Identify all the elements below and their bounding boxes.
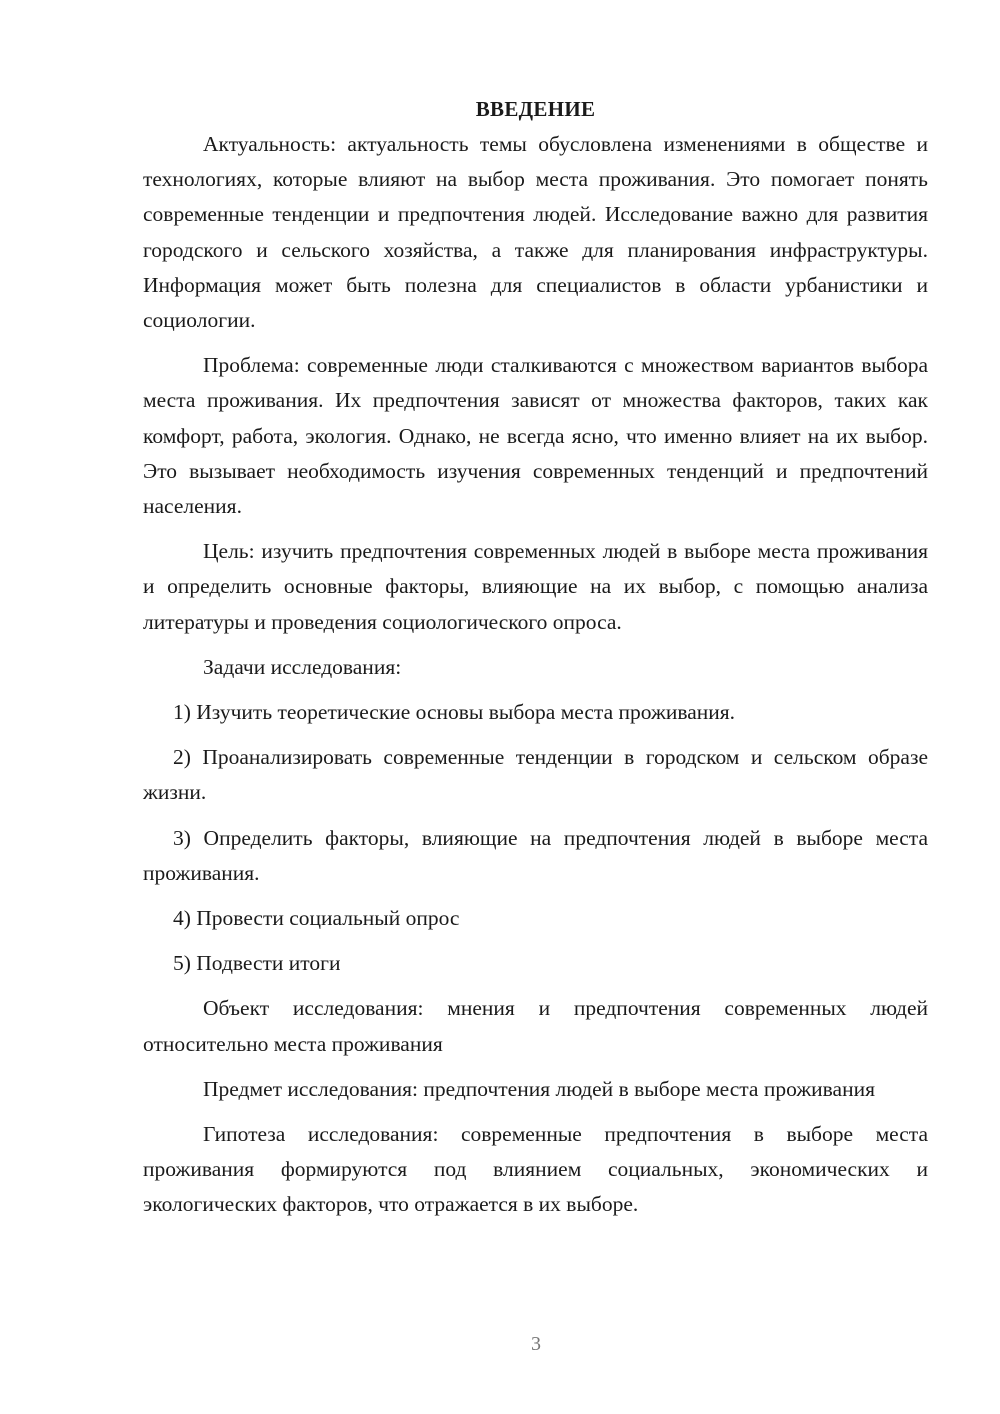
task-item-1: 1) Изучить теоретические основы выбора места проживания. [173,700,736,725]
paragraph-relevance: Актуальность: актуальность темы обусловлена изменениями в обществе и технологиях, которые влияют на выбор места проживания. Это помогает понять современные тенденции и предпочтения людей. Исследование важно для развития городского и сельского хозяйства, а также для планирования инфраструктуры. Информация может быть полезна для специалистов в области урбанистики и социологии. [143,132,928,333]
document-page [143,92,928,1233]
task-item-2: 2) Проанализировать современные тенденции в городском и сельском образе жизни. [143,745,928,805]
paragraph-tasks-heading: Задачи исследования: [203,654,402,679]
paragraph-goal: Цель: изучить предпочтения современных людей в выборе места проживания и определить основные факторы, влияющие на их выбор, с помощью анализа литературы и проведения социологического опроса. [143,539,928,634]
paragraph-subject: Предмет исследования: предпочтения людей в выборе места проживания [203,1076,875,1101]
task-item-4: 4) Провести социальный опрос [173,906,460,931]
task-item-5: 5) Подвести итоги [173,951,341,976]
paragraph-problem: Проблема: современные люди сталкиваются с множеством вариантов выбора места проживания. Их предпочтения зависят от множества факторов, таких как комфорт, работа, экология. Однако, не всегда ясно, что именно влияет на их выбор. Это вызывает необходимость изучения современных тенденций и предпочтений населения. [143,353,928,519]
paragraph-hypothesis: Гипотеза исследования: современные предпочтения в выборе места проживания формируются под влиянием социальных, экономических и экологических факторов, что отражается в их выборе. [143,1122,928,1217]
page-title: ВВЕДЕНИЕ [475,97,596,121]
paragraph-object: Объект исследования: мнения и предпочтения современных людей относительно места проживания [143,996,928,1056]
page-number: 3 [531,1333,541,1355]
task-item-3: 3) Определить факторы, влияющие на предпочтения людей в выборе места проживания. [143,825,928,885]
